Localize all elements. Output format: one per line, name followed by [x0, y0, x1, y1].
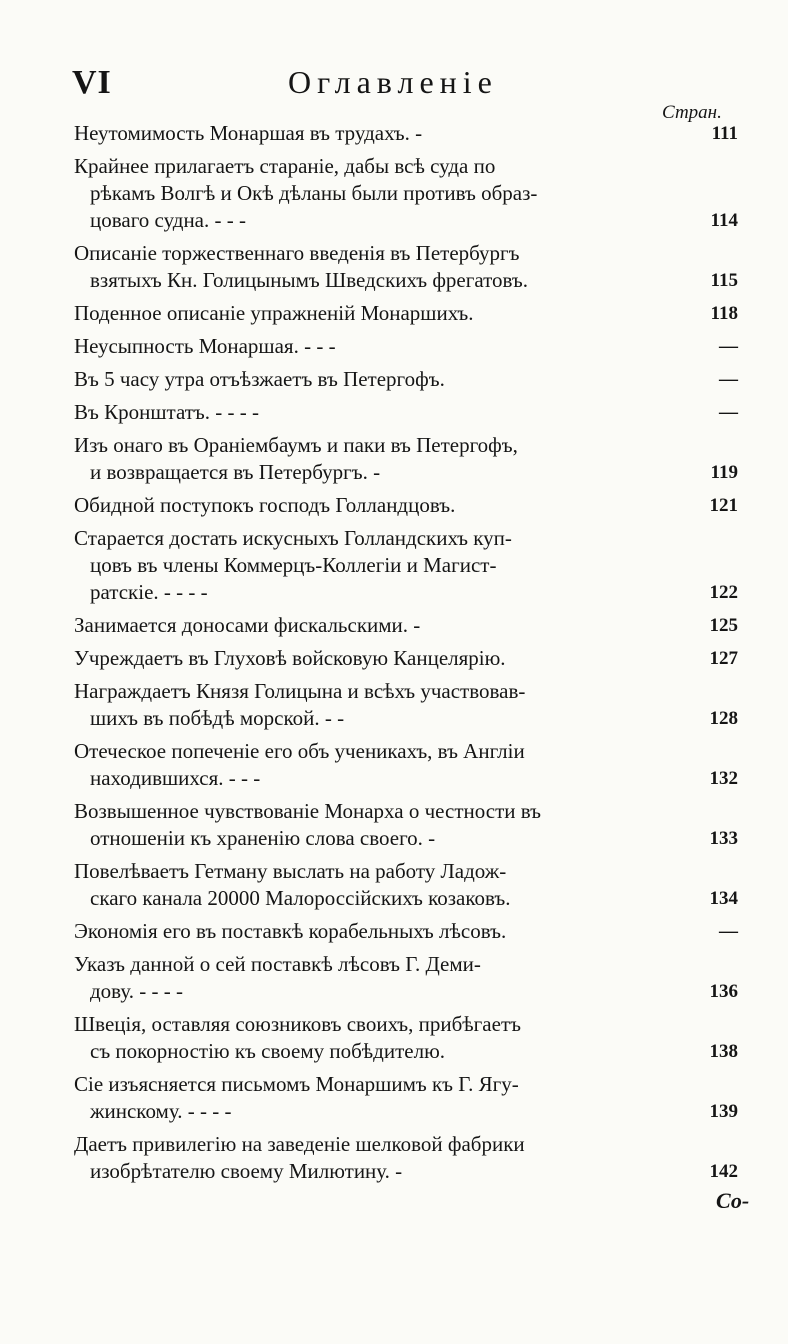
toc-entry-text: Сіе изъясняется письмомъ Монаршимъ къ Г. Ягу- — [74, 1072, 519, 1096]
toc-entry-page: 128 — [709, 708, 738, 729]
toc-entry-text: Швеція, оставляя союзниковъ своихъ, прибѣгаетъ — [74, 1012, 521, 1036]
toc-entry-text: рѣкамъ Волгѣ и Окѣ дѣланы были противъ образ- — [90, 181, 538, 205]
toc-entry — [74, 858, 746, 912]
toc-entry-text: Награждаетъ Князя Голицына и всѣхъ участвовав- — [74, 679, 526, 703]
toc-entry — [74, 525, 746, 606]
toc-entry — [74, 1131, 746, 1185]
toc-entry-page: 127 — [709, 648, 738, 669]
toc-entry-text: изобрѣтателю своему Милютину. - — [90, 1159, 403, 1183]
toc-entry-text: Описаніе торжественнаго введенія въ Петербургъ — [74, 241, 520, 265]
toc-entry-text: шихъ въ побѣдѣ морской. - - — [90, 706, 345, 730]
toc-entry-text: Крайнее прилагаетъ стараніе, дабы всѣ суда по — [74, 154, 496, 178]
toc-entry-page: 125 — [709, 615, 738, 636]
toc-entry-text: скаго канала 20000 Малороссійскихъ козаковъ. — [90, 886, 511, 910]
toc-entry-page: 115 — [710, 270, 738, 291]
table-of-contents — [74, 120, 746, 1191]
toc-entry-text: съ покорностію къ своему побѣдителю. — [90, 1039, 446, 1063]
toc-entry — [74, 120, 746, 147]
page-number: VI — [72, 64, 112, 101]
toc-entry-text: дову. - - - - — [90, 979, 184, 1003]
toc-entry — [74, 678, 746, 732]
toc-entry-text: Возвышенное чувствованіе Монарха о честности въ — [74, 799, 542, 823]
catchword: Со- — [716, 1188, 750, 1213]
toc-entry-page: — — [719, 336, 738, 357]
toc-entry-text: Повелѣваетъ Гетману выслать на работу Ладож- — [74, 859, 507, 883]
toc-entry — [74, 798, 746, 852]
toc-entry — [74, 300, 746, 327]
toc-entry-text: Учреждаетъ въ Глуховѣ войсковую Канцелярію. — [74, 646, 506, 670]
toc-entry — [74, 492, 746, 519]
toc-entry-page: 139 — [709, 1101, 738, 1122]
toc-entry-text: Въ Кронштатъ. - - - - — [74, 400, 260, 424]
toc-entry — [74, 1071, 746, 1125]
toc-entry-text: Въ 5 часу утра отъѣзжаетъ въ Петергофъ. — [74, 367, 445, 391]
toc-entry-text: Поденное описаніе упражненій Монаршихъ. — [74, 301, 474, 325]
toc-entry-page: 122 — [709, 582, 738, 603]
toc-entry-page: 119 — [710, 462, 738, 483]
toc-entry — [74, 240, 746, 294]
toc-entry — [74, 645, 746, 672]
toc-entry-text: взятыхъ Кн. Голицынымъ Шведскихъ фрегатовъ. — [90, 268, 529, 292]
toc-entry-text: и возвращается въ Петербургъ. - — [90, 460, 381, 484]
toc-entry-text: Неусыпность Монаршая. - - - — [74, 334, 336, 358]
toc-entry-text: отношеніи къ храненію слова своего. - — [90, 826, 436, 850]
toc-entry-text: Отеческое попеченіе его объ ученикахъ, въ Англіи — [74, 739, 525, 763]
toc-entry — [74, 333, 746, 360]
toc-entry-text: Изъ онаго въ Ораніембаумъ и паки въ Петергофъ, — [74, 433, 518, 457]
toc-entry — [74, 432, 746, 486]
toc-entry — [74, 918, 746, 945]
toc-entry-page: 118 — [710, 303, 738, 324]
toc-entry-text: Указъ данной о сей поставкѣ лѣсовъ Г. Деми- — [74, 952, 481, 976]
toc-entry-text: Занимается доносами фискальскими. - — [74, 613, 421, 637]
toc-entry-page: 111 — [711, 123, 738, 144]
toc-entry-text: цовъ въ члены Коммерцъ-Коллегіи и Магист- — [90, 553, 497, 577]
toc-entry-page: 138 — [709, 1041, 738, 1062]
toc-entry-page: 134 — [709, 888, 738, 909]
toc-entry-text: Неутомимость Монаршая въ трудахъ. - — [74, 121, 423, 145]
page-title: Оглавленіе — [288, 64, 498, 100]
toc-entry-text: Даетъ привилегію на заведеніе шелковой фабрики — [74, 1132, 525, 1156]
toc-entry-text: цоваго судна. - - - — [90, 208, 246, 232]
toc-entry — [74, 738, 746, 792]
toc-entry-text: Экономія его въ поставкѣ корабельныхъ лѣсовъ. — [74, 919, 507, 943]
toc-entry-page: — — [719, 369, 738, 390]
toc-entry-page: 142 — [709, 1161, 738, 1182]
toc-entry — [74, 1011, 746, 1065]
toc-entry-page: 121 — [709, 495, 738, 516]
toc-entry — [74, 612, 746, 639]
toc-entry-text: Старается достать искусныхъ Голландскихъ куп- — [74, 526, 512, 550]
page-column-label: Стран. — [662, 102, 722, 123]
toc-entry-page: 133 — [709, 828, 738, 849]
toc-entry-page: 114 — [710, 210, 738, 231]
toc-entry-text: Обидной поступокъ господъ Голландцовъ. — [74, 493, 456, 517]
toc-entry — [74, 951, 746, 1005]
toc-entry-text: жинскому. - - - - — [90, 1099, 232, 1123]
toc-entry-page: — — [719, 402, 738, 423]
toc-entry — [74, 399, 746, 426]
toc-entry-text: ратскіе. - - - - — [90, 580, 208, 604]
toc-entry-page: 136 — [709, 981, 738, 1002]
toc-entry-page: — — [719, 921, 738, 942]
toc-entry — [74, 153, 746, 234]
toc-entry-page: 132 — [709, 768, 738, 789]
toc-entry-text: находившихся. - - - — [90, 766, 261, 790]
toc-entry — [74, 366, 746, 393]
